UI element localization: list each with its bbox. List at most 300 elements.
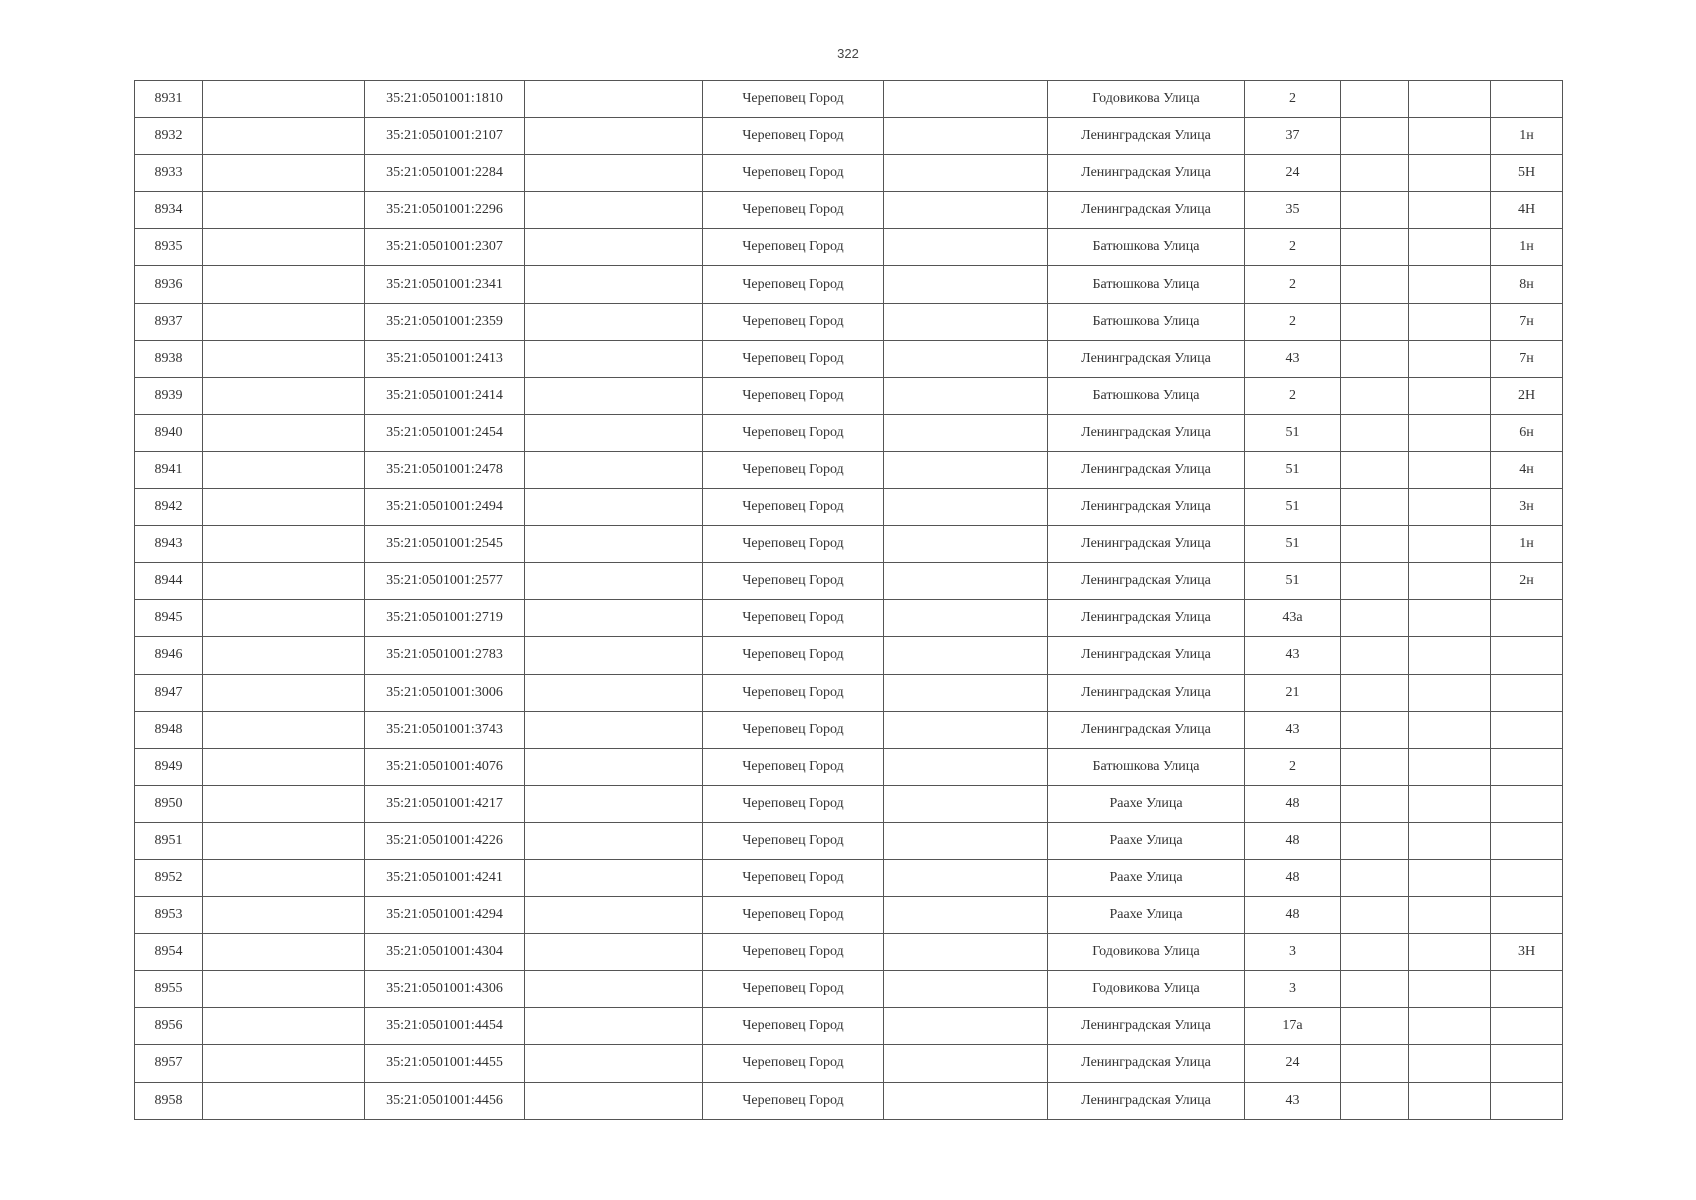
table-row xyxy=(135,859,1563,896)
row-number-cell: 8932 xyxy=(135,118,203,155)
premises-number-cell: 2Н xyxy=(1491,377,1563,414)
empty-cell xyxy=(1409,155,1491,192)
empty-cell xyxy=(525,81,703,118)
empty-cell xyxy=(1341,303,1409,340)
empty-cell xyxy=(525,971,703,1008)
registry-table xyxy=(134,80,1563,1120)
empty-cell xyxy=(884,229,1048,266)
empty-cell xyxy=(1409,118,1491,155)
empty-cell xyxy=(525,192,703,229)
empty-cell xyxy=(1409,563,1491,600)
empty-cell xyxy=(203,526,365,563)
empty-cell xyxy=(525,451,703,488)
house-number-cell: 43 xyxy=(1245,340,1341,377)
premises-number-cell xyxy=(1491,971,1563,1008)
premises-number-cell: 3Н xyxy=(1491,934,1563,971)
table-row xyxy=(135,711,1563,748)
cadastral-number-cell: 35:21:0501001:2577 xyxy=(365,563,525,600)
row-number-cell: 8939 xyxy=(135,377,203,414)
cadastral-number-cell: 35:21:0501001:4294 xyxy=(365,897,525,934)
cadastral-number-cell: 35:21:0501001:2341 xyxy=(365,266,525,303)
table-row xyxy=(135,489,1563,526)
empty-cell xyxy=(525,266,703,303)
cadastral-number-cell: 35:21:0501001:2296 xyxy=(365,192,525,229)
table-row xyxy=(135,785,1563,822)
row-number-cell: 8933 xyxy=(135,155,203,192)
premises-number-cell xyxy=(1491,1008,1563,1045)
city-cell: Череповец Город xyxy=(703,118,884,155)
empty-cell xyxy=(884,785,1048,822)
empty-cell xyxy=(1341,526,1409,563)
empty-cell xyxy=(525,637,703,674)
empty-cell xyxy=(1341,192,1409,229)
empty-cell xyxy=(1409,1045,1491,1082)
cadastral-number-cell: 35:21:0501001:3743 xyxy=(365,711,525,748)
house-number-cell: 51 xyxy=(1245,451,1341,488)
row-number-cell: 8956 xyxy=(135,1008,203,1045)
table-row xyxy=(135,192,1563,229)
table-row xyxy=(135,1045,1563,1082)
empty-cell xyxy=(884,118,1048,155)
empty-cell xyxy=(525,859,703,896)
empty-cell xyxy=(203,971,365,1008)
cadastral-number-cell: 35:21:0501001:2307 xyxy=(365,229,525,266)
cadastral-number-cell: 35:21:0501001:2719 xyxy=(365,600,525,637)
house-number-cell: 51 xyxy=(1245,414,1341,451)
empty-cell xyxy=(1409,822,1491,859)
table-row xyxy=(135,81,1563,118)
cadastral-number-cell: 35:21:0501001:4217 xyxy=(365,785,525,822)
empty-cell xyxy=(203,489,365,526)
empty-cell xyxy=(203,711,365,748)
table-row xyxy=(135,266,1563,303)
house-number-cell: 48 xyxy=(1245,785,1341,822)
street-cell: Ленинградская Улица xyxy=(1048,674,1245,711)
street-cell: Ленинградская Улица xyxy=(1048,1082,1245,1119)
empty-cell xyxy=(1341,859,1409,896)
empty-cell xyxy=(1409,192,1491,229)
empty-cell xyxy=(1409,748,1491,785)
city-cell: Череповец Город xyxy=(703,600,884,637)
empty-cell xyxy=(525,155,703,192)
empty-cell xyxy=(884,971,1048,1008)
empty-cell xyxy=(884,1082,1048,1119)
table-row xyxy=(135,340,1563,377)
empty-cell xyxy=(1409,1082,1491,1119)
empty-cell xyxy=(203,934,365,971)
house-number-cell: 37 xyxy=(1245,118,1341,155)
empty-cell xyxy=(525,600,703,637)
premises-number-cell: 1н xyxy=(1491,526,1563,563)
house-number-cell: 35 xyxy=(1245,192,1341,229)
empty-cell xyxy=(1341,785,1409,822)
premises-number-cell: 5Н xyxy=(1491,155,1563,192)
street-cell: Раахе Улица xyxy=(1048,859,1245,896)
city-cell: Череповец Город xyxy=(703,489,884,526)
row-number-cell: 8935 xyxy=(135,229,203,266)
cadastral-number-cell: 35:21:0501001:4076 xyxy=(365,748,525,785)
empty-cell xyxy=(203,859,365,896)
empty-cell xyxy=(1341,971,1409,1008)
empty-cell xyxy=(1409,971,1491,1008)
empty-cell xyxy=(203,600,365,637)
row-number-cell: 8938 xyxy=(135,340,203,377)
row-number-cell: 8945 xyxy=(135,600,203,637)
premises-number-cell xyxy=(1491,785,1563,822)
street-cell: Батюшкова Улица xyxy=(1048,266,1245,303)
street-cell: Ленинградская Улица xyxy=(1048,451,1245,488)
empty-cell xyxy=(1341,81,1409,118)
premises-number-cell: 1н xyxy=(1491,229,1563,266)
cadastral-number-cell: 35:21:0501001:4455 xyxy=(365,1045,525,1082)
house-number-cell: 51 xyxy=(1245,489,1341,526)
empty-cell xyxy=(525,674,703,711)
row-number-cell: 8934 xyxy=(135,192,203,229)
street-cell: Ленинградская Улица xyxy=(1048,526,1245,563)
empty-cell xyxy=(525,1045,703,1082)
city-cell: Череповец Город xyxy=(703,1008,884,1045)
empty-cell xyxy=(525,229,703,266)
street-cell: Ленинградская Улица xyxy=(1048,711,1245,748)
premises-number-cell: 2н xyxy=(1491,563,1563,600)
row-number-cell: 8953 xyxy=(135,897,203,934)
street-cell: Ленинградская Улица xyxy=(1048,1045,1245,1082)
premises-number-cell xyxy=(1491,711,1563,748)
street-cell: Ленинградская Улица xyxy=(1048,118,1245,155)
empty-cell xyxy=(1409,340,1491,377)
premises-number-cell xyxy=(1491,600,1563,637)
empty-cell xyxy=(1341,822,1409,859)
empty-cell xyxy=(884,1045,1048,1082)
cadastral-number-cell: 35:21:0501001:4306 xyxy=(365,971,525,1008)
empty-cell xyxy=(525,822,703,859)
page-number: 322 xyxy=(837,46,859,61)
street-cell: Раахе Улица xyxy=(1048,822,1245,859)
empty-cell xyxy=(203,674,365,711)
city-cell: Череповец Город xyxy=(703,859,884,896)
empty-cell xyxy=(1409,859,1491,896)
empty-cell xyxy=(203,266,365,303)
empty-cell xyxy=(1409,711,1491,748)
house-number-cell: 43 xyxy=(1245,637,1341,674)
house-number-cell: 51 xyxy=(1245,563,1341,600)
empty-cell xyxy=(203,451,365,488)
empty-cell xyxy=(1341,266,1409,303)
premises-number-cell: 4н xyxy=(1491,451,1563,488)
premises-number-cell xyxy=(1491,1082,1563,1119)
cadastral-number-cell: 35:21:0501001:2284 xyxy=(365,155,525,192)
empty-cell xyxy=(1341,1045,1409,1082)
empty-cell xyxy=(525,377,703,414)
street-cell: Ленинградская Улица xyxy=(1048,637,1245,674)
table-row xyxy=(135,303,1563,340)
empty-cell xyxy=(203,81,365,118)
empty-cell xyxy=(1341,897,1409,934)
cadastral-number-cell: 35:21:0501001:2359 xyxy=(365,303,525,340)
city-cell: Череповец Город xyxy=(703,822,884,859)
empty-cell xyxy=(525,563,703,600)
empty-cell xyxy=(1409,526,1491,563)
table-row xyxy=(135,526,1563,563)
premises-number-cell xyxy=(1491,822,1563,859)
house-number-cell: 43а xyxy=(1245,600,1341,637)
house-number-cell: 48 xyxy=(1245,897,1341,934)
premises-number-cell xyxy=(1491,897,1563,934)
city-cell: Череповец Город xyxy=(703,897,884,934)
empty-cell xyxy=(203,637,365,674)
empty-cell xyxy=(1341,637,1409,674)
empty-cell xyxy=(884,377,1048,414)
row-number-cell: 8951 xyxy=(135,822,203,859)
premises-number-cell xyxy=(1491,81,1563,118)
cadastral-number-cell: 35:21:0501001:2494 xyxy=(365,489,525,526)
street-cell: Ленинградская Улица xyxy=(1048,192,1245,229)
house-number-cell: 24 xyxy=(1245,1045,1341,1082)
premises-number-cell: 3н xyxy=(1491,489,1563,526)
empty-cell xyxy=(884,934,1048,971)
cadastral-number-cell: 35:21:0501001:3006 xyxy=(365,674,525,711)
row-number-cell: 8946 xyxy=(135,637,203,674)
empty-cell xyxy=(1341,377,1409,414)
house-number-cell: 43 xyxy=(1245,1082,1341,1119)
cadastral-number-cell: 35:21:0501001:2783 xyxy=(365,637,525,674)
premises-number-cell xyxy=(1491,674,1563,711)
cadastral-number-cell: 35:21:0501001:2545 xyxy=(365,526,525,563)
empty-cell xyxy=(525,118,703,155)
cadastral-number-cell: 35:21:0501001:4304 xyxy=(365,934,525,971)
empty-cell xyxy=(525,303,703,340)
house-number-cell: 3 xyxy=(1245,971,1341,1008)
premises-number-cell: 6н xyxy=(1491,414,1563,451)
row-number-cell: 8937 xyxy=(135,303,203,340)
empty-cell xyxy=(1409,81,1491,118)
empty-cell xyxy=(525,1008,703,1045)
empty-cell xyxy=(525,748,703,785)
row-number-cell: 8950 xyxy=(135,785,203,822)
empty-cell xyxy=(1341,1082,1409,1119)
street-cell: Ленинградская Улица xyxy=(1048,414,1245,451)
cadastral-number-cell: 35:21:0501001:2478 xyxy=(365,451,525,488)
city-cell: Череповец Город xyxy=(703,674,884,711)
cadastral-number-cell: 35:21:0501001:2454 xyxy=(365,414,525,451)
empty-cell xyxy=(203,563,365,600)
cadastral-number-cell: 35:21:0501001:2107 xyxy=(365,118,525,155)
empty-cell xyxy=(1341,711,1409,748)
house-number-cell: 43 xyxy=(1245,711,1341,748)
house-number-cell: 2 xyxy=(1245,377,1341,414)
table-row xyxy=(135,822,1563,859)
street-cell: Ленинградская Улица xyxy=(1048,155,1245,192)
city-cell: Череповец Город xyxy=(703,414,884,451)
city-cell: Череповец Город xyxy=(703,971,884,1008)
table-row xyxy=(135,563,1563,600)
empty-cell xyxy=(884,1008,1048,1045)
premises-number-cell xyxy=(1491,1045,1563,1082)
empty-cell xyxy=(1341,451,1409,488)
empty-cell xyxy=(203,897,365,934)
empty-cell xyxy=(1409,897,1491,934)
house-number-cell: 48 xyxy=(1245,859,1341,896)
empty-cell xyxy=(525,785,703,822)
empty-cell xyxy=(884,526,1048,563)
empty-cell xyxy=(884,859,1048,896)
premises-number-cell: 7н xyxy=(1491,340,1563,377)
city-cell: Череповец Город xyxy=(703,81,884,118)
empty-cell xyxy=(203,192,365,229)
premises-number-cell xyxy=(1491,859,1563,896)
house-number-cell: 51 xyxy=(1245,526,1341,563)
table-row xyxy=(135,971,1563,1008)
house-number-cell: 3 xyxy=(1245,934,1341,971)
empty-cell xyxy=(203,340,365,377)
cadastral-number-cell: 35:21:0501001:2413 xyxy=(365,340,525,377)
table-row xyxy=(135,414,1563,451)
row-number-cell: 8944 xyxy=(135,563,203,600)
table-row xyxy=(135,155,1563,192)
city-cell: Череповец Город xyxy=(703,748,884,785)
city-cell: Череповец Город xyxy=(703,637,884,674)
empty-cell xyxy=(884,600,1048,637)
empty-cell xyxy=(884,155,1048,192)
empty-cell xyxy=(884,303,1048,340)
cadastral-number-cell: 35:21:0501001:1810 xyxy=(365,81,525,118)
house-number-cell: 48 xyxy=(1245,822,1341,859)
city-cell: Череповец Город xyxy=(703,192,884,229)
empty-cell xyxy=(203,1045,365,1082)
row-number-cell: 8955 xyxy=(135,971,203,1008)
city-cell: Череповец Город xyxy=(703,711,884,748)
house-number-cell: 17а xyxy=(1245,1008,1341,1045)
empty-cell xyxy=(525,526,703,563)
row-number-cell: 8957 xyxy=(135,1045,203,1082)
empty-cell xyxy=(884,674,1048,711)
empty-cell xyxy=(884,414,1048,451)
table-row xyxy=(135,600,1563,637)
empty-cell xyxy=(1341,600,1409,637)
empty-cell xyxy=(884,822,1048,859)
row-number-cell: 8954 xyxy=(135,934,203,971)
empty-cell xyxy=(884,489,1048,526)
table-row xyxy=(135,377,1563,414)
empty-cell xyxy=(203,822,365,859)
house-number-cell: 2 xyxy=(1245,229,1341,266)
city-cell: Череповец Город xyxy=(703,526,884,563)
row-number-cell: 8942 xyxy=(135,489,203,526)
empty-cell xyxy=(1409,785,1491,822)
premises-number-cell: 7н xyxy=(1491,303,1563,340)
empty-cell xyxy=(1341,118,1409,155)
empty-cell xyxy=(1409,637,1491,674)
premises-number-cell: 8н xyxy=(1491,266,1563,303)
city-cell: Череповец Город xyxy=(703,563,884,600)
street-cell: Ленинградская Улица xyxy=(1048,1008,1245,1045)
row-number-cell: 8949 xyxy=(135,748,203,785)
empty-cell xyxy=(203,229,365,266)
table-row xyxy=(135,1008,1563,1045)
empty-cell xyxy=(203,1082,365,1119)
empty-cell xyxy=(1341,340,1409,377)
empty-cell xyxy=(1341,489,1409,526)
empty-cell xyxy=(884,711,1048,748)
registry-table-body xyxy=(135,81,1563,1120)
empty-cell xyxy=(1341,155,1409,192)
table-row xyxy=(135,897,1563,934)
empty-cell xyxy=(203,785,365,822)
empty-cell xyxy=(203,118,365,155)
empty-cell xyxy=(525,489,703,526)
city-cell: Череповец Город xyxy=(703,1082,884,1119)
street-cell: Ленинградская Улица xyxy=(1048,600,1245,637)
empty-cell xyxy=(525,414,703,451)
street-cell: Ленинградская Улица xyxy=(1048,340,1245,377)
table-row xyxy=(135,637,1563,674)
empty-cell xyxy=(884,897,1048,934)
table-row xyxy=(135,229,1563,266)
row-number-cell: 8958 xyxy=(135,1082,203,1119)
cadastral-number-cell: 35:21:0501001:4226 xyxy=(365,822,525,859)
empty-cell xyxy=(203,414,365,451)
city-cell: Череповец Город xyxy=(703,340,884,377)
street-cell: Батюшкова Улица xyxy=(1048,377,1245,414)
empty-cell xyxy=(1409,1008,1491,1045)
house-number-cell: 2 xyxy=(1245,266,1341,303)
city-cell: Череповец Город xyxy=(703,451,884,488)
city-cell: Череповец Город xyxy=(703,229,884,266)
row-number-cell: 8948 xyxy=(135,711,203,748)
house-number-cell: 2 xyxy=(1245,748,1341,785)
table-row xyxy=(135,748,1563,785)
street-cell: Ленинградская Улица xyxy=(1048,489,1245,526)
empty-cell xyxy=(1409,451,1491,488)
table-row xyxy=(135,1082,1563,1119)
empty-cell xyxy=(203,377,365,414)
city-cell: Череповец Город xyxy=(703,377,884,414)
empty-cell xyxy=(1409,600,1491,637)
empty-cell xyxy=(1341,934,1409,971)
empty-cell xyxy=(525,897,703,934)
row-number-cell: 8940 xyxy=(135,414,203,451)
empty-cell xyxy=(1409,266,1491,303)
house-number-cell: 2 xyxy=(1245,81,1341,118)
row-number-cell: 8931 xyxy=(135,81,203,118)
empty-cell xyxy=(884,563,1048,600)
empty-cell xyxy=(1409,377,1491,414)
empty-cell xyxy=(525,1082,703,1119)
empty-cell xyxy=(1341,229,1409,266)
cadastral-number-cell: 35:21:0501001:4454 xyxy=(365,1008,525,1045)
table-row xyxy=(135,934,1563,971)
empty-cell xyxy=(1409,934,1491,971)
premises-number-cell: 1н xyxy=(1491,118,1563,155)
table-row xyxy=(135,118,1563,155)
house-number-cell: 21 xyxy=(1245,674,1341,711)
premises-number-cell xyxy=(1491,748,1563,785)
empty-cell xyxy=(525,934,703,971)
empty-cell xyxy=(1409,414,1491,451)
empty-cell xyxy=(203,303,365,340)
empty-cell xyxy=(1341,674,1409,711)
empty-cell xyxy=(525,711,703,748)
row-number-cell: 8947 xyxy=(135,674,203,711)
city-cell: Череповец Город xyxy=(703,1045,884,1082)
empty-cell xyxy=(525,340,703,377)
city-cell: Череповец Город xyxy=(703,785,884,822)
row-number-cell: 8943 xyxy=(135,526,203,563)
table-row xyxy=(135,451,1563,488)
cadastral-number-cell: 35:21:0501001:4456 xyxy=(365,1082,525,1119)
cadastral-number-cell: 35:21:0501001:4241 xyxy=(365,859,525,896)
empty-cell xyxy=(884,340,1048,377)
